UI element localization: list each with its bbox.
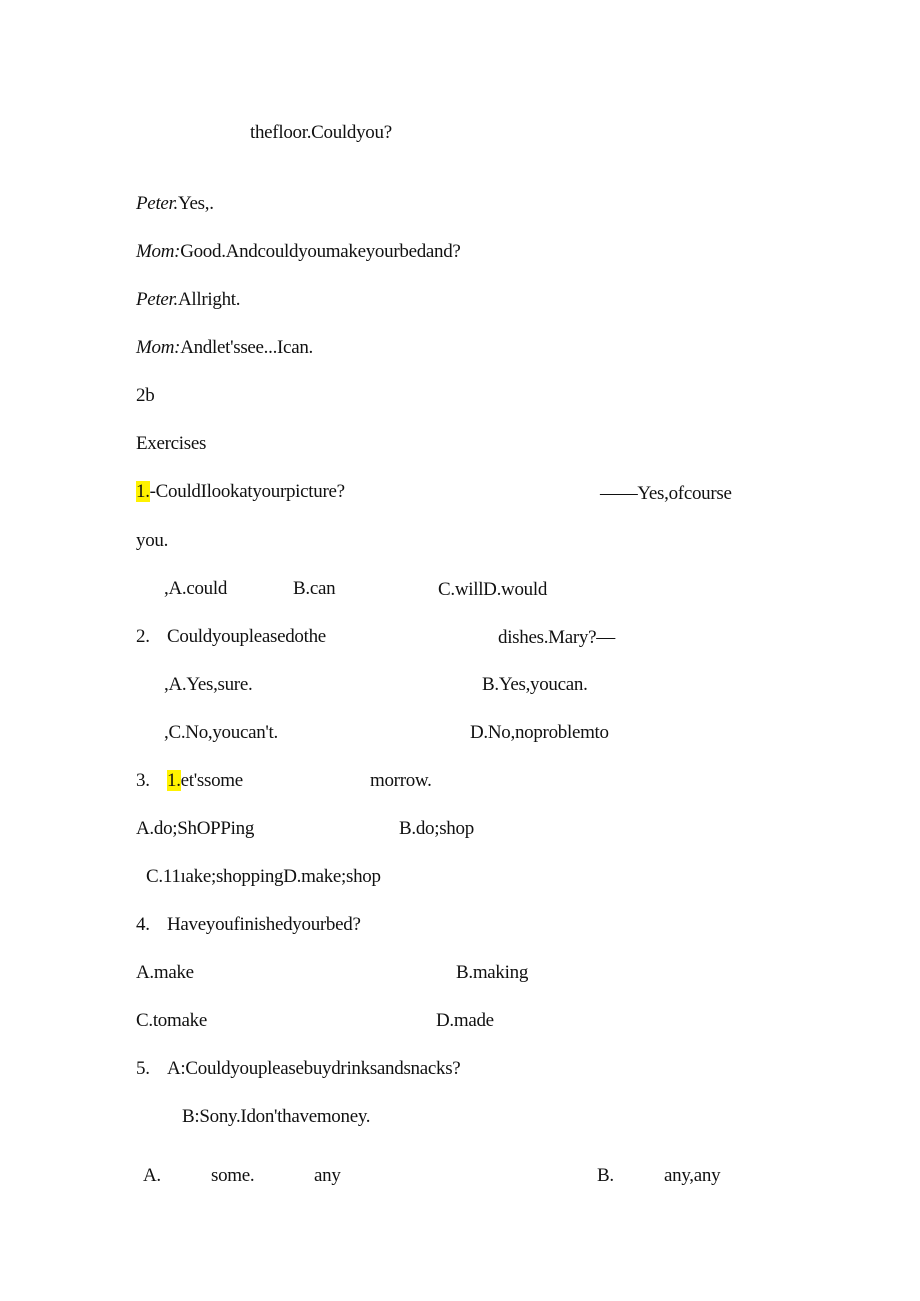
option-c: ,C.No,youcan't. <box>164 722 278 743</box>
option-b: B.can <box>293 578 336 599</box>
question-text: -CouldIlookatyourpicture? <box>149 481 345 502</box>
option-a: A.do;ShOPPing <box>136 818 255 839</box>
dialogue-text: Good.Andcouldyoumakeyourbedand? <box>180 241 461 262</box>
dialogue-line <box>136 240 461 264</box>
section-heading: Exercises <box>136 433 207 454</box>
question-2-text: Couldyoupleasedothe <box>167 626 326 647</box>
option-b-part-1: any,any <box>664 1165 721 1186</box>
option-a-label: A. <box>143 1165 161 1186</box>
highlighted-text: 1. <box>167 770 181 791</box>
dialogue-line <box>136 336 313 360</box>
option-b: B.making <box>456 962 529 983</box>
speaker-label: Peter. <box>136 193 178 214</box>
option-a: ,A.could <box>164 578 228 599</box>
section-label: 2b <box>136 385 155 406</box>
dialogue-text: Yes,. <box>178 193 214 214</box>
question-text: et'ssome <box>180 770 243 791</box>
speaker-label: Peter. <box>136 289 178 310</box>
question-number: 5. <box>136 1058 150 1079</box>
option-a-part-1: some. <box>211 1165 255 1186</box>
option-c-d: C.11ıake;shoppingD.make;shop <box>146 866 381 887</box>
option-c: C.tomake <box>136 1010 207 1031</box>
dialogue-line <box>136 288 240 312</box>
question-1-continuation: you. <box>136 530 169 551</box>
speaker-label: Mom: <box>136 241 181 262</box>
option-b: B.Yes,youcan. <box>482 674 588 695</box>
question-1-answer: ——Yes,ofcourse <box>600 483 732 504</box>
question-5-text: A:Couldyoupleasebuydrinksandsnacks? <box>167 1058 461 1079</box>
question-number: 4. <box>136 914 150 935</box>
question-3-text <box>167 769 243 793</box>
question-number: 3. <box>136 770 150 791</box>
option-a: A.make <box>136 962 194 983</box>
question-number: 2. <box>136 626 150 647</box>
speaker-label: Mom: <box>136 337 181 358</box>
option-b-label: B. <box>597 1165 614 1186</box>
option-a-part-2: any <box>314 1165 341 1186</box>
option-b: B.do;shop <box>399 818 474 839</box>
dialogue-line <box>136 192 214 216</box>
question-4-text: Haveyoufinishedyourbed? <box>167 914 361 935</box>
question-2-text-continued: dishes.Mary?— <box>498 627 615 648</box>
question-5-reply: B:Sony.Idon'thavemoney. <box>182 1106 371 1127</box>
dialogue-text: Allright. <box>178 289 241 310</box>
dialogue-line: thefloor.Couldyou? <box>250 122 392 143</box>
option-d: D.made <box>436 1010 494 1031</box>
dialogue-text: Andlet'ssee...Ican. <box>180 337 313 358</box>
question-number: 1. <box>136 481 150 502</box>
option-a: ,A.Yes,sure. <box>164 674 253 695</box>
question-3-text-continued: morrow. <box>370 770 432 791</box>
question-1 <box>136 480 345 504</box>
option-d: D.No,noproblemto <box>470 722 609 743</box>
option-c-d: C.willD.would <box>438 579 548 600</box>
